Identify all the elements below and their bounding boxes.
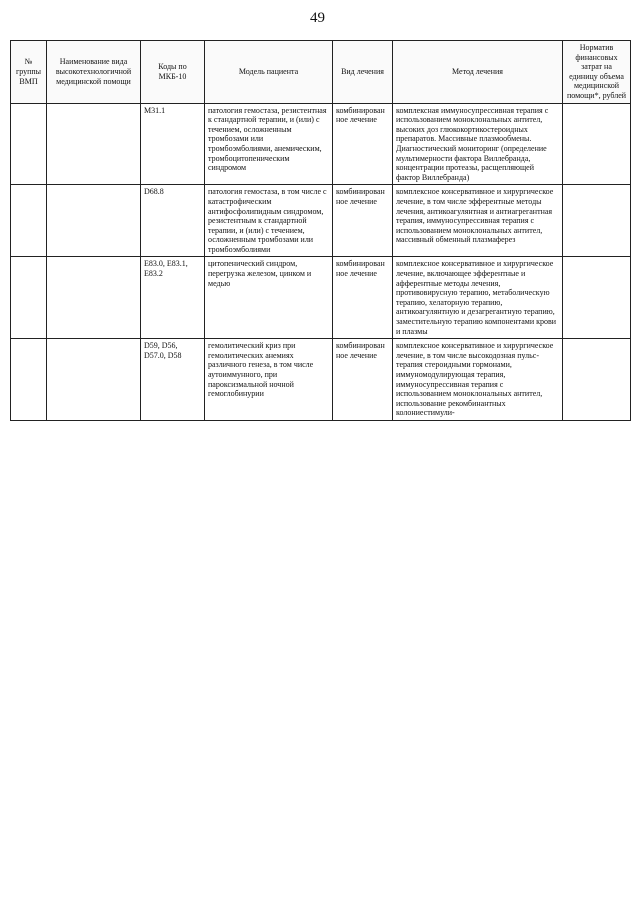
cell-codes: D59, D56, D57.0, D58 (141, 339, 205, 421)
cell-group (11, 339, 47, 421)
cell-name (47, 257, 141, 339)
cell-model: гемолитический криз при гемолитических анемиях различного генеза, в том числе аутоиммунного, при пароксизмальной ночной гемоглобинурии (205, 339, 333, 421)
header-method: Метод лечения (393, 41, 563, 104)
cell-name (47, 103, 141, 185)
header-model: Модель пациента (205, 41, 333, 104)
header-row (11, 41, 631, 104)
cell-group (11, 103, 47, 185)
cell-method: комплексная иммуносупрессивная терапия с использованием моноклональных антител, высоких доз глюкокортикостероидных препаратов. Массивные плазмообмены. Диагностический мониторинг (определение мультимерности фактора Виллебранда, концентрации протеазы, расщепляющей фактор Виллебранда) (393, 103, 563, 185)
cell-type: комбинированное лечение (333, 185, 393, 257)
cell-model: патология гемостаза, в том числе с катастрофическим антифосфолипидным синдромом, резистентным к стандартной терапии, и (или) с течением, осложненным тромбозами или тромбоэмболиями (205, 185, 333, 257)
header-name: Наименование вида высокотехнологичной медицинской помощи (47, 41, 141, 104)
cell-type: комбинированное лечение (333, 257, 393, 339)
cell-method: комплексное консервативное и хирургическое лечение, включающее эфферентные и афферентные методы лечения, противовирусную терапию, метаболическую терапию, хелаторную терапию, антикоагулянтную и дезагрегантную терапию, заместительную терапию компонентами крови и плазмы (393, 257, 563, 339)
header-codes: Коды по МКБ-10 (141, 41, 205, 104)
vmp-table (10, 40, 631, 421)
cell-model: цитопенический синдром, перегрузка железом, цинком и медью (205, 257, 333, 339)
header-norm: Норматив финансовых затрат на единицу объема медицинской помощи*, рублей (563, 41, 631, 104)
cell-group (11, 257, 47, 339)
cell-group (11, 185, 47, 257)
cell-codes: D68.8 (141, 185, 205, 257)
cell-model: патология гемостаза, резистентная к стандартной терапии, и (или) с течением, осложненным тромбозами или тромбоэмболиями, анемическим, тромбоцитопеническим синдромом (205, 103, 333, 185)
header-group: № группы ВМП (11, 41, 47, 104)
cell-name (47, 339, 141, 421)
header-type: Вид лечения (333, 41, 393, 104)
cell-type: комбинированное лечение (333, 339, 393, 421)
cell-name (47, 185, 141, 257)
cell-norm (563, 339, 631, 421)
cell-type: комбинированное лечение (333, 103, 393, 185)
cell-norm (563, 103, 631, 185)
table-row (11, 339, 631, 421)
cell-method: комплексное консервативное и хирургическое лечение, в том числе эфферентные методы лечения, антикоагулянтная и антиагрегантная терапия, иммуносупрессивная терапия с использованием моноклональных антител, массивный обменный плазмаферез (393, 185, 563, 257)
table-row (11, 103, 631, 185)
cell-codes: E83.0, E83.1, E83.2 (141, 257, 205, 339)
page-number: 49 (310, 10, 325, 26)
cell-codes: M31.1 (141, 103, 205, 185)
cell-method: комплексное консервативное и хирургическое лечение, в том числе высокодозная пульс-терапия стероидными гормонами, иммуномодулирующая терапия, иммуносупрессивная терапия с использованием моноклональных антител, использование рекомбинантных колониестимули- (393, 339, 563, 421)
table-row (11, 185, 631, 257)
cell-norm (563, 185, 631, 257)
cell-norm (563, 257, 631, 339)
table-row (11, 257, 631, 339)
